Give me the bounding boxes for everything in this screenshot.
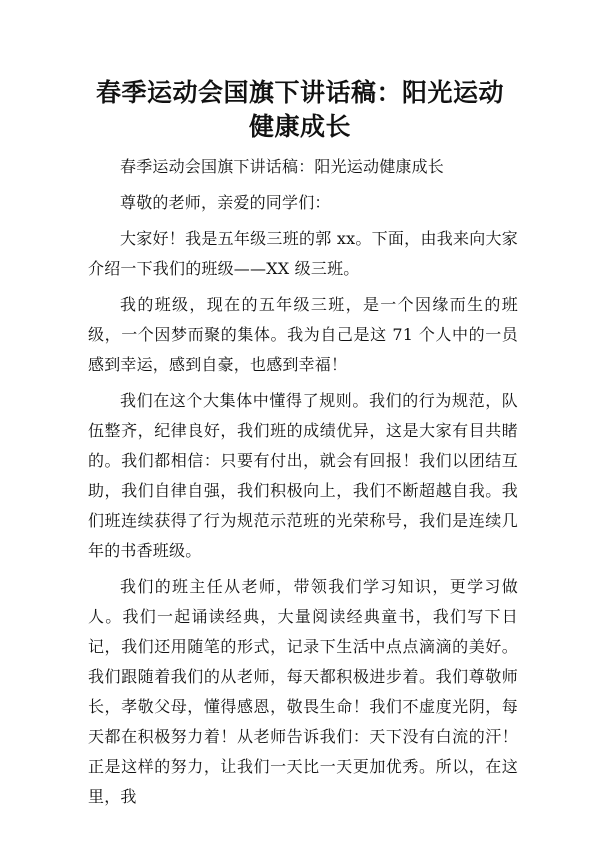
paragraph-salutation: 尊敬的老师，亲爱的同学们：	[120, 193, 331, 212]
paragraph-class-rules: 我们在这个大集体中懂得了规则。我们的行为规范，队伍整齐，纪律良好，我们班的成绩优异，这是大家有目共睹的。我们都相信：只要有付出，就会有回报！我们以团结互助，我们自律自强，我们积极向上，我们不断超越自我。我们班连续获得了行为规范示范班的光荣称号，我们是连续几年的书香班级。	[88, 391, 518, 560]
document-title: 春季运动会国旗下讲话稿：阳光运动 健康成长	[95, 78, 504, 141]
document-body	[88, 152, 518, 818]
paragraph-class-description: 我的班级，现在的五年级三班，是一个因缘而生的班级，一个因梦而聚的集体。我为自己是这 71 个人中的一员感到幸运，感到自豪，也感到幸福！	[88, 295, 518, 374]
paragraph-subtitle: 春季运动会国旗下讲话稿：阳光运动健康成长	[120, 157, 445, 176]
paragraph-teacher: 我们的班主任从老师，带领我们学习知识，更学习做人。我们一起诵读经典，大量阅读经典童书，我们写下日记，我们还用随笔的形式，记录下生活中点点滴滴的美好。我们跟随着我们的从老师，每天都积极进步着。我们尊敬师长，孝敬父母，懂得感恩，敬畏生命！我们不虚度光阴，每天都在积极努力着！从老师告诉我们：天下没有白流的汗！正是这样的努力，让我们一天比一天更加优秀。所以，在这里，我	[88, 577, 518, 806]
paragraph-introduction: 大家好！我是五年级三班的郭 xx。下面，由我来向大家介绍一下我们的班级——XX 级三班。	[88, 229, 518, 278]
